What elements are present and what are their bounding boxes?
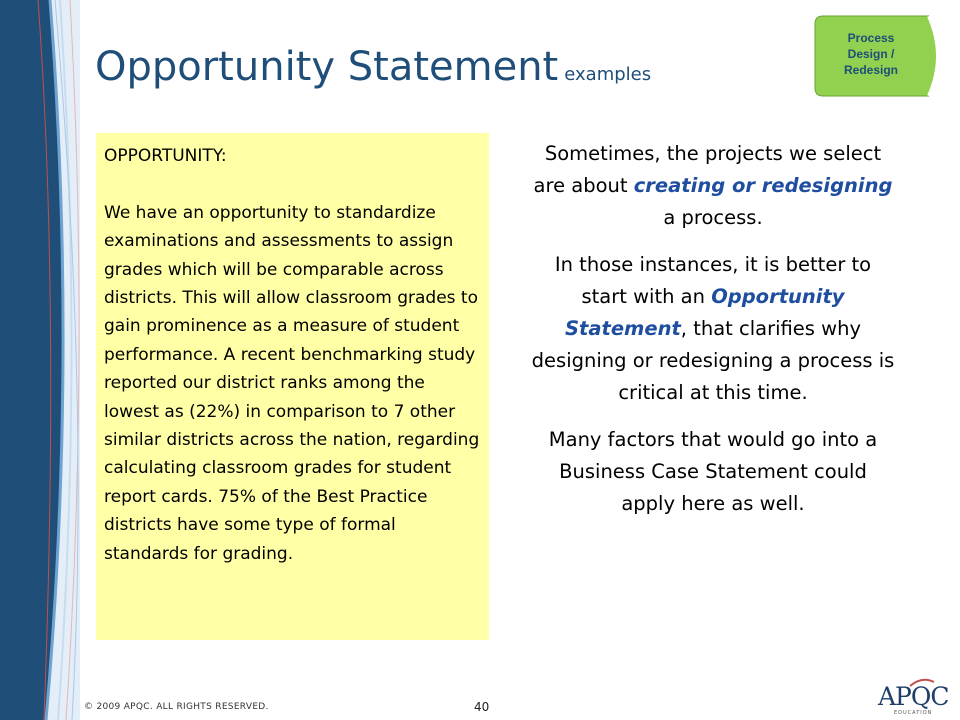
explanation-text bbox=[530, 138, 896, 535]
apqc-logo bbox=[878, 682, 948, 718]
explanation-paragraph-2 bbox=[530, 249, 896, 409]
process-badge-label bbox=[825, 30, 917, 78]
badge-line: Redesign bbox=[843, 63, 898, 77]
explanation-paragraph-1 bbox=[530, 138, 896, 234]
emphasis-text: Opportunity Statement bbox=[564, 285, 845, 340]
opportunity-heading: OPPORTUNITY: bbox=[104, 146, 227, 166]
text-run: a process. bbox=[663, 206, 763, 229]
opportunity-statement-box bbox=[96, 133, 489, 640]
text-run: Sometimes, the projects we select are about bbox=[533, 142, 882, 197]
text-run: , that clarifies why designing or redesigning a process is critical at this time. bbox=[531, 317, 895, 404]
emphasis-text: creating or redesigning bbox=[633, 174, 893, 197]
copyright-notice: © 2009 APQC. ALL RIGHTS RESERVED. bbox=[84, 702, 269, 712]
badge-line: Design / bbox=[847, 47, 895, 61]
explanation-paragraph-3: Many factors that would go into a Business Case Statement could apply here as well. bbox=[548, 428, 878, 515]
text-run: In those instances, it is better to start with an bbox=[554, 253, 872, 308]
slide-title bbox=[95, 44, 651, 90]
decorative-sidebar bbox=[0, 0, 80, 720]
logo-wordmark: APQC bbox=[878, 682, 949, 711]
opportunity-body: We have an opportunity to standardize examinations and assessments to assign grades which will be comparable across districts. This will allow classroom grades to gain prominence as a measure of student performance. A recent benchmarking study reported our district ranks among the lowest as (22%) in comparison to 7 other similar districts across the nation, regarding calculating classroom grades for student report cards. 75% of the Best Practice districts have some type of formal standards for grading. bbox=[104, 202, 480, 564]
logo-subtext: EDUCATION bbox=[894, 710, 933, 716]
page-number: 40 bbox=[474, 700, 490, 714]
title-subtitle: examples bbox=[564, 64, 652, 85]
title-main: Opportunity Statement bbox=[95, 44, 559, 90]
badge-line: Process bbox=[847, 31, 895, 45]
